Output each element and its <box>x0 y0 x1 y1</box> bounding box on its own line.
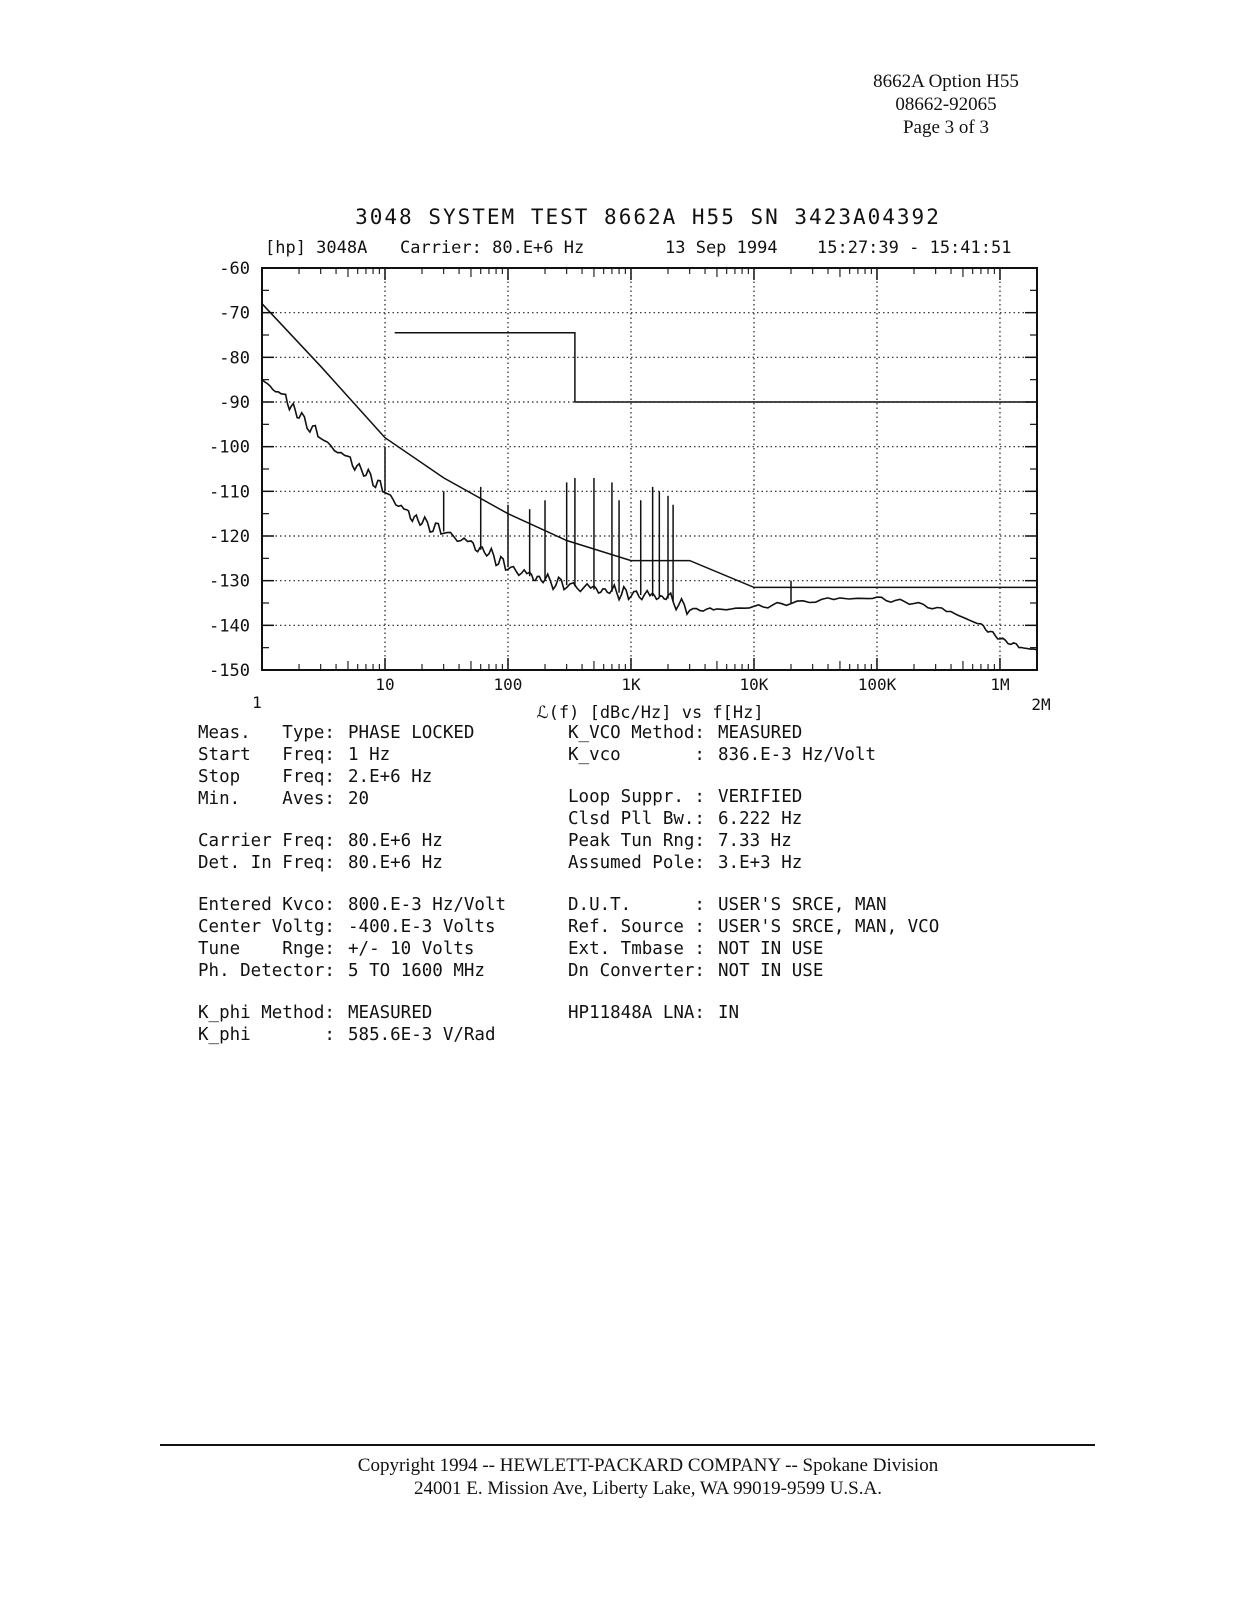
plot-frame <box>262 268 1037 670</box>
param-row <box>198 960 558 982</box>
model-option: 8662A Option H55 <box>873 71 1019 92</box>
param-row <box>198 916 558 938</box>
param-row <box>568 894 988 916</box>
instrument-label: [hp] 3048A <box>265 238 368 258</box>
param-value: 20 <box>348 789 370 809</box>
param-label: Ph. Detector: <box>198 961 335 981</box>
param-value: NOT IN USE <box>718 961 824 981</box>
x-tick-label: 1K <box>621 675 641 694</box>
param-value: VERIFIED <box>718 787 803 807</box>
param-label: Meas. Type: <box>198 723 335 743</box>
param-row <box>198 722 558 744</box>
y-tick-label: -150 <box>209 661 250 681</box>
param-row <box>568 744 988 766</box>
spacer <box>198 874 558 894</box>
param-value: 836.E-3 Hz/Volt <box>718 745 877 765</box>
param-label: Min. Aves: <box>198 789 335 809</box>
y-tick-label: -120 <box>209 527 250 547</box>
param-value: +/- 10 Volts <box>348 939 475 959</box>
param-row <box>198 788 558 810</box>
param-value: 80.E+6 Hz <box>348 853 443 873</box>
measured-phase-noise <box>262 380 1037 650</box>
param-value: -400.E-3 Volts <box>348 917 496 937</box>
param-row <box>198 938 558 960</box>
date-label: 13 Sep 1994 <box>665 238 778 258</box>
param-label: Tune Rnge: <box>198 939 335 959</box>
param-value: 6.222 Hz <box>718 809 803 829</box>
param-label: Det. In Freq: <box>198 853 335 873</box>
address-line: 24001 E. Mission Ave, Liberty Lake, WA 99019-9599 U.S.A. <box>414 1478 882 1499</box>
param-label: Ext. Tmbase : <box>568 939 705 959</box>
spacer <box>198 810 558 830</box>
param-value: IN <box>718 1003 740 1023</box>
param-value: NOT IN USE <box>718 939 824 959</box>
param-label: Center Voltg: <box>198 917 335 937</box>
x-tick-label: 1M <box>990 675 1010 694</box>
param-value: 1 Hz <box>348 745 391 765</box>
param-row <box>568 786 988 808</box>
param-label: Ref. Source : <box>568 917 705 937</box>
x-end-label: 2M <box>1031 695 1051 714</box>
param-row <box>568 916 988 938</box>
y-tick-label: -140 <box>209 616 250 637</box>
param-label: Clsd Pll Bw.: <box>568 809 705 829</box>
param-value: MEASURED <box>348 1003 433 1023</box>
x-tick-label: 100 <box>493 675 523 694</box>
x-axis-label: ℒ(f) [dBc/Hz] vs f[Hz] <box>536 703 764 723</box>
param-row <box>568 852 988 874</box>
part-number: 08662-92065 <box>895 94 997 115</box>
param-label: K_phi : <box>198 1025 335 1045</box>
param-row <box>568 960 988 982</box>
param-value: USER'S SRCE, MAN, VCO <box>718 917 940 937</box>
param-value: 585.6E-3 V/Rad <box>348 1025 496 1045</box>
y-tick-label: -60 <box>219 259 250 279</box>
copyright-line: Copyright 1994 -- HEWLETT-PACKARD COMPANY -- Spokane Division <box>357 1455 939 1476</box>
param-row <box>198 1002 558 1024</box>
x-tick-label: 10 <box>375 675 395 694</box>
spec-limit-line <box>395 333 1037 402</box>
param-label: K_vco : <box>568 745 705 765</box>
param-label: Carrier Freq: <box>198 831 335 851</box>
param-value: 7.33 Hz <box>718 831 792 851</box>
x-tick-label: 10K <box>739 675 769 694</box>
reference-curve <box>262 304 1037 588</box>
chart-title: 3048 SYSTEM TEST 8662A H55 SN 3423A04392 <box>355 205 941 229</box>
param-row <box>568 1002 988 1024</box>
y-tick-label: -90 <box>219 393 250 413</box>
y-tick-label: -100 <box>209 437 250 458</box>
param-row <box>198 1024 558 1046</box>
param-value: 800.E-3 Hz/Volt <box>348 895 507 915</box>
measurement-params-left <box>198 722 558 1046</box>
param-row <box>198 766 558 788</box>
phase-noise-plot <box>0 0 1256 760</box>
x-start-label: 1 <box>252 693 262 712</box>
param-label: Dn Converter: <box>568 961 705 981</box>
param-value: 2.E+6 Hz <box>348 767 433 787</box>
page-number: Page 3 of 3 <box>902 117 989 138</box>
param-row <box>198 744 558 766</box>
y-tick-label: -110 <box>209 482 250 503</box>
param-row <box>568 938 988 960</box>
param-label: HP11848A LNA: <box>568 1003 705 1023</box>
footer <box>0 1454 1256 1500</box>
measurement-params-right <box>568 722 988 1024</box>
carrier-label: Carrier: 80.E+6 Hz <box>400 238 585 258</box>
param-label: K_VCO Method: <box>568 723 705 743</box>
y-tick-label: -70 <box>219 303 250 324</box>
param-row <box>198 852 558 874</box>
series <box>262 304 1037 650</box>
param-row <box>198 894 558 916</box>
param-label: Assumed Pole: <box>568 853 705 873</box>
param-row <box>198 830 558 852</box>
param-label: D.U.T. : <box>568 895 705 915</box>
param-label: K_phi Method: <box>198 1003 335 1023</box>
param-value: PHASE LOCKED <box>348 723 475 743</box>
time-range-label: 15:27:39 - 15:41:51 <box>817 238 1012 258</box>
param-label: Entered Kvco: <box>198 895 335 915</box>
y-tick-label: -130 <box>209 571 250 592</box>
param-value: MEASURED <box>718 723 803 743</box>
param-label: Stop Freq: <box>198 767 335 787</box>
x-tick-label: 100K <box>857 675 897 694</box>
spacer <box>568 874 988 894</box>
param-value: USER'S SRCE, MAN <box>718 895 887 915</box>
y-tick-label: -80 <box>219 348 250 369</box>
grid <box>262 268 1037 670</box>
param-label: Loop Suppr. : <box>568 787 705 807</box>
param-row <box>568 830 988 852</box>
spacer <box>568 766 988 786</box>
footer-divider <box>160 1444 1095 1446</box>
axes <box>209 259 1051 714</box>
param-value: 3.E+3 Hz <box>718 853 803 873</box>
param-value: 80.E+6 Hz <box>348 831 443 851</box>
param-label: Start Freq: <box>198 745 335 765</box>
param-row <box>568 722 988 744</box>
param-label: Peak Tun Rng: <box>568 831 705 851</box>
spacer <box>568 982 988 1002</box>
param-value: 5 TO 1600 MHz <box>348 961 485 981</box>
spacer <box>198 982 558 1002</box>
param-row <box>568 808 988 830</box>
